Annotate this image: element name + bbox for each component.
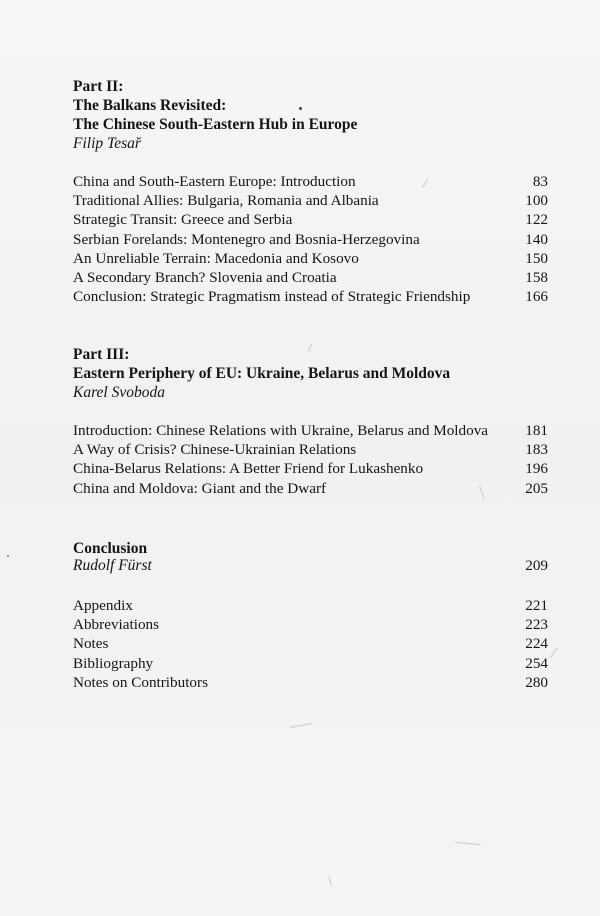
toc-entry <box>73 654 548 673</box>
part-iii-contents <box>73 421 548 498</box>
entry-title: A Secondary Branch? Slovenia and Croatia <box>73 268 337 286</box>
toc-entry <box>73 673 548 692</box>
entry-page: 140 <box>525 230 548 248</box>
entry-title: Introduction: Chinese Relations with Ukraine, Belarus and Moldova <box>73 422 489 439</box>
paper-scratch <box>290 723 312 728</box>
entry-page: 254 <box>525 654 548 672</box>
entry-page: 181 <box>525 422 548 439</box>
part-title-line: The Chinese South-Eastern Hub in Europe <box>73 116 358 133</box>
toc-entry <box>73 230 548 249</box>
entry-title: Conclusion: Strategic Pragmatism instead of Strategic Friendship <box>73 288 471 306</box>
entry-page: 166 <box>525 288 548 306</box>
toc-entry <box>73 249 548 268</box>
toc-entry <box>73 191 548 210</box>
entry-title: China and Moldova: Giant and the Dwarf <box>73 479 327 497</box>
entry-title: Bibliography <box>73 654 154 672</box>
entry-page: 209 <box>525 557 548 574</box>
toc-entry <box>73 268 548 287</box>
entry-page: 221 <box>525 597 548 614</box>
entry-page: 122 <box>525 211 548 229</box>
entry-page: 224 <box>525 635 548 653</box>
toc-entry <box>73 634 548 653</box>
part-title-line: Eastern Periphery of EU: Ukraine, Belarus and Moldova <box>73 365 451 382</box>
paper-scratch <box>328 876 332 886</box>
toc-entry <box>73 210 548 229</box>
part-label: Part II: <box>73 78 124 95</box>
entry-page: 223 <box>525 616 548 634</box>
toc-entry <box>73 615 548 634</box>
entry-title: Notes on Contributors <box>73 673 208 691</box>
paper-scratch <box>550 647 558 657</box>
entry-title: Appendix <box>73 597 133 614</box>
toc-entry <box>73 596 548 615</box>
toc-entry <box>73 440 548 459</box>
part-title-line: The Balkans Revisited: <box>73 97 227 114</box>
toc-entry <box>73 421 548 440</box>
part-ii-contents <box>73 172 548 306</box>
paper-speck <box>7 555 9 557</box>
toc-entry <box>73 479 548 498</box>
toc-entry <box>73 287 548 306</box>
entry-page: 100 <box>525 192 548 210</box>
backmatter-contents <box>73 596 548 692</box>
part-label: Part III: <box>73 346 130 363</box>
paper-scratch <box>455 842 481 845</box>
entry-title: Strategic Transit: Greece and Serbia <box>73 211 293 229</box>
entry-title: Abbreviations <box>73 616 160 634</box>
entry-page: 183 <box>525 441 548 459</box>
entry-page: 83 <box>532 173 548 190</box>
toc-entry <box>73 556 548 575</box>
entry-page: 280 <box>525 673 548 691</box>
part-author: Filip Tesař <box>73 135 141 152</box>
entry-page: 158 <box>525 268 548 286</box>
entry-title: An Unreliable Terrain: Macedonia and Kosovo <box>73 249 359 267</box>
entry-page: 150 <box>525 249 548 267</box>
entry-title: Serbian Forelands: Montenegro and Bosnia-Herzegovina <box>73 230 420 248</box>
entry-title: Notes <box>73 635 109 653</box>
part-author: Karel Svoboda <box>73 384 165 401</box>
conclusion-label: Conclusion <box>73 540 148 557</box>
entry-title: Traditional Allies: Bulgaria, Romania and Albania <box>73 192 379 210</box>
part-ii-heading <box>73 77 548 153</box>
entry-page: 196 <box>525 460 548 478</box>
paper-speck <box>299 107 302 110</box>
toc-entry <box>73 459 548 478</box>
entry-title: China-Belarus Relations: A Better Friend for Lukashenko <box>73 460 424 478</box>
part-iii-heading <box>73 345 548 402</box>
conclusion-author: Rudolf Fürst <box>73 557 152 574</box>
entry-title: China and South-Eastern Europe: Introduction <box>73 173 356 190</box>
conclusion-entry <box>73 556 548 575</box>
entry-title: A Way of Crisis? Chinese-Ukrainian Relations <box>73 441 357 459</box>
toc-entry <box>73 172 548 191</box>
entry-page: 205 <box>525 479 548 497</box>
